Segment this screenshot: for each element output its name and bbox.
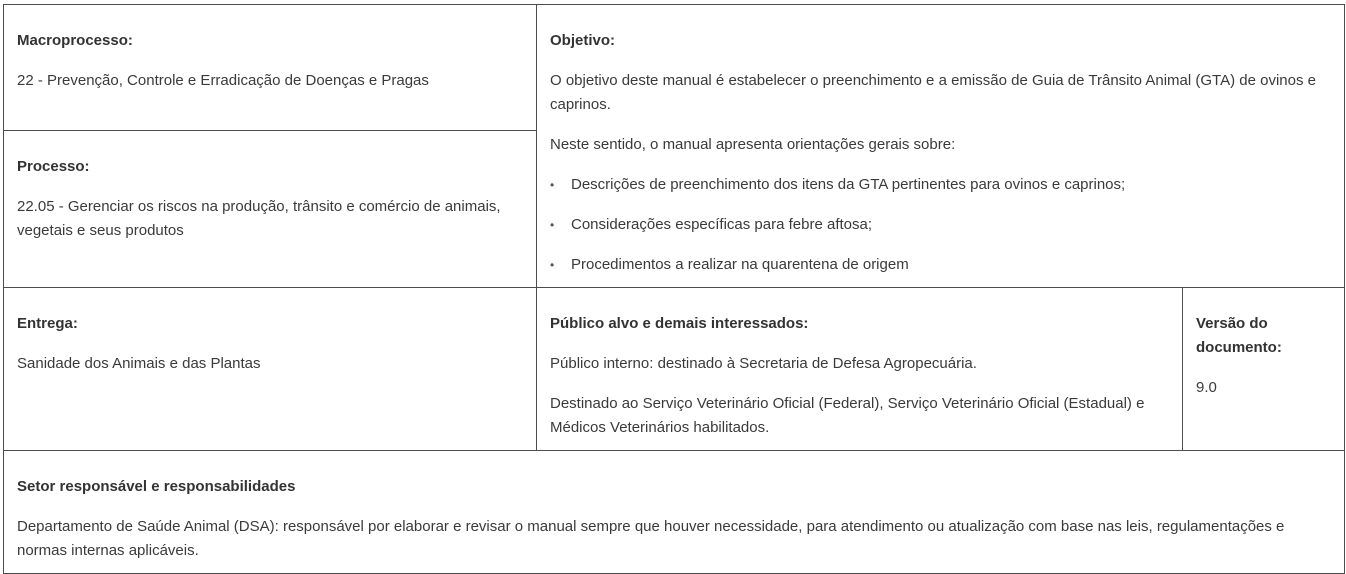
versao-value: 9.0 (1196, 379, 1217, 396)
objetivo-paragraph-2: Neste sentido, o manual apresenta orientações gerais sobre: (550, 136, 956, 153)
objetivo-cell (537, 5, 1345, 288)
document-info-table-wrapper (3, 4, 1344, 565)
bullet-icon: • (550, 178, 555, 192)
setor-cell (4, 451, 1345, 574)
entrega-cell (4, 288, 537, 451)
processo-label: Processo: (17, 157, 90, 175)
setor-label: Setor responsável e responsabilidades (17, 478, 296, 495)
publico-paragraph-2: Destinado ao Serviço Veterinário Oficial (Federal), Serviço Veterinário Oficial (Estadual) e Médicos Veterinários habilitados. (550, 395, 1145, 436)
bullet-icon: • (550, 218, 555, 232)
list-item (550, 213, 1332, 237)
versao-cell (1183, 288, 1345, 451)
macroprocesso-label: Macroprocesso: (17, 32, 133, 49)
entrega-label: Entrega: (17, 315, 78, 332)
list-item (550, 253, 1332, 277)
publico-paragraph-1: Público interno: destinado à Secretaria de Defesa Agropecuária. (550, 355, 977, 372)
list-item-text: Procedimentos a realizar na quarentena de origem (571, 256, 909, 273)
entrega-value: Sanidade dos Animais e das Plantas (17, 355, 261, 372)
list-item (550, 173, 1332, 197)
processo-value: 22.05 - Gerenciar os riscos na produção, trânsito e comércio de animais, vegetais e seus produtos (17, 197, 501, 239)
processo-cell (4, 130, 537, 287)
objetivo-list (550, 173, 1332, 277)
publico-label: Público alvo e demais interessados: (550, 315, 809, 332)
versao-label: Versão do documento: (1196, 315, 1282, 356)
macroprocesso-value: 22 - Prevenção, Controle e Erradicação de Doenças e Pragas (17, 72, 429, 89)
objetivo-paragraph-1: O objetivo deste manual é estabelecer o preenchimento e a emissão de Guia de Trânsito Animal (GTA) de ovinos e caprinos. (550, 72, 1316, 113)
document-info-table (3, 4, 1345, 574)
objetivo-label: Objetivo: (550, 32, 616, 49)
setor-value: Departamento de Saúde Animal (DSA): responsável por elaborar e revisar o manual sempre que houver necessidade, para atendimento ou atualização com base nas leis, regulamentações e normas internas aplicáveis. (17, 518, 1285, 559)
macroprocesso-cell (4, 5, 537, 131)
publico-cell (537, 288, 1183, 451)
list-item-text: Considerações específicas para febre aftosa; (571, 216, 873, 233)
list-item-text: Descrições de preenchimento dos itens da GTA pertinentes para ovinos e caprinos; (571, 176, 1126, 193)
bullet-icon: • (550, 258, 555, 272)
